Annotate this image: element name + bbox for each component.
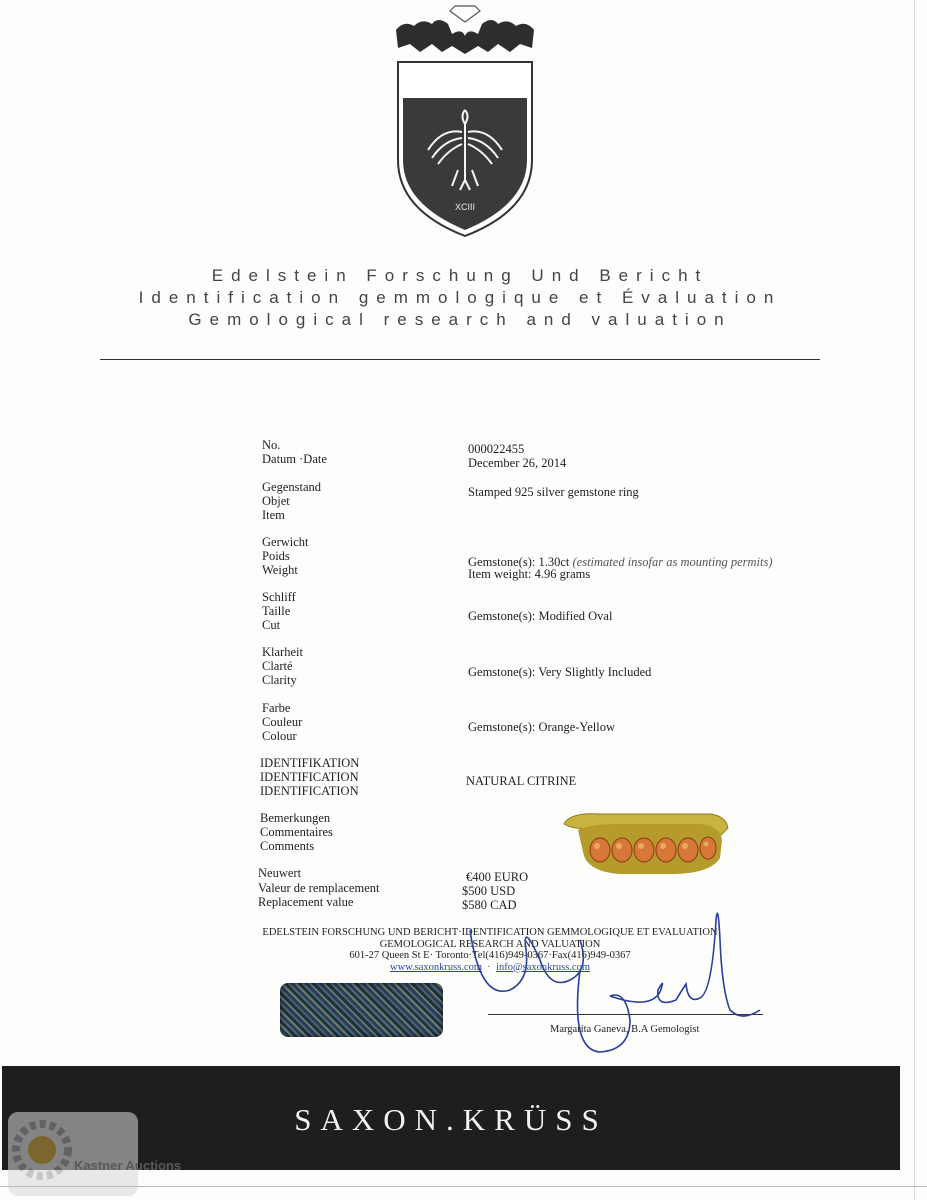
email-link[interactable]: info@saxonkruss.com (496, 961, 590, 973)
label-identification-en: IDENTIFICATION (260, 784, 359, 798)
label-date: Datum ·Date (262, 452, 327, 466)
company-address: 601-27 Queen St E· Toronto·Tel(416)949-0367·Fax(416)949-0367 (349, 950, 631, 961)
value-clarity: Gemstone(s): Very Slightly Included (468, 665, 652, 679)
label-cut-en: Cut (262, 618, 281, 632)
value-weight-gemstone: Gemstone(s): 1.30ct (468, 555, 570, 569)
label-comments-fr: Commentaires (260, 825, 333, 839)
label-item-de: Gegenstand (262, 480, 322, 494)
company-line-2: GEMOLOGICAL RESEARCH AND VALUATION (379, 938, 601, 950)
watermark-text: Kastner Auctions (74, 1158, 182, 1173)
label-replacement-fr: Valeur de remplacement (258, 881, 380, 895)
crest-logo (392, 0, 538, 240)
label-comments-en: Comments (260, 839, 315, 853)
handwritten-signature (430, 880, 770, 1060)
crest-numeral: XCIII (454, 202, 476, 212)
label-comments-de: Bemerkungen (260, 811, 331, 825)
bottom-rule (0, 1186, 927, 1187)
header-line-french: Identification gemmologique et Évaluation (138, 288, 782, 307)
value-item: Stamped 925 silver gemstone ring (468, 485, 639, 499)
label-identification-de: IDENTIFIKATION (260, 756, 360, 770)
value-replacement-euro: €400 EURO (466, 870, 529, 884)
value-number: 000022455 (468, 442, 525, 456)
header-rule (100, 359, 820, 360)
label-replacement-de: Neuwert (258, 866, 302, 880)
value-replacement-cad: $580 CAD (462, 898, 517, 912)
header-line-english: Gemological research and valuation (188, 310, 732, 329)
label-colour-de: Farbe (262, 701, 291, 715)
website-link[interactable]: www.saxonkruss.com (389, 961, 483, 973)
value-colour: Gemstone(s): Orange-Yellow (468, 720, 615, 734)
label-replacement-en: Replacement value (258, 895, 354, 909)
label-item-fr: Objet (262, 494, 290, 508)
auction-watermark (8, 1112, 182, 1196)
label-weight-fr: Poids (262, 549, 290, 563)
value-replacement-usd: $500 USD (462, 884, 516, 898)
label-identification-fr: IDENTIFICATION (260, 770, 359, 784)
header-block (60, 265, 860, 331)
header-line-german: Edelstein Forschung Und Bericht (211, 266, 709, 285)
label-clarity-fr: Clarté (262, 659, 293, 673)
label-cut-de: Schliff (262, 590, 296, 604)
ring-photo (560, 808, 735, 880)
label-weight-en: Weight (262, 563, 298, 577)
signer-name: Margarita Ganeva, B.A Gemologist (550, 1024, 700, 1035)
label-colour-en: Colour (262, 729, 297, 743)
page-edge (914, 0, 915, 1200)
label-cut-fr: Taille (262, 604, 291, 618)
value-identification: NATURAL CITRINE (466, 774, 577, 788)
label-weight-de: Gerwicht (262, 535, 309, 549)
value-date: December 26, 2014 (468, 456, 567, 470)
hologram-seal (280, 983, 443, 1037)
company-line-1: EDELSTEIN FORSCHUNG UND BERICHT·IDENTIFICATION GEMMOLOGIQUE ET EVALUATION (262, 927, 718, 938)
label-colour-fr: Couleur (262, 715, 303, 729)
value-cut: Gemstone(s): Modified Oval (468, 609, 613, 623)
brand-name: SAXON.KRÜSS (294, 1102, 608, 1137)
value-weight-note: (estimated insofar as mounting permits) (572, 555, 773, 569)
label-clarity-de: Klarheit (262, 645, 303, 659)
label-clarity-en: Clarity (262, 673, 297, 687)
label-item-en: Item (262, 508, 285, 522)
company-links: www.saxonkruss.com · info@saxonkruss.com (389, 961, 590, 973)
value-item-weight: Item weight: 4.96 grams (468, 567, 591, 581)
label-number: No. (262, 438, 281, 452)
